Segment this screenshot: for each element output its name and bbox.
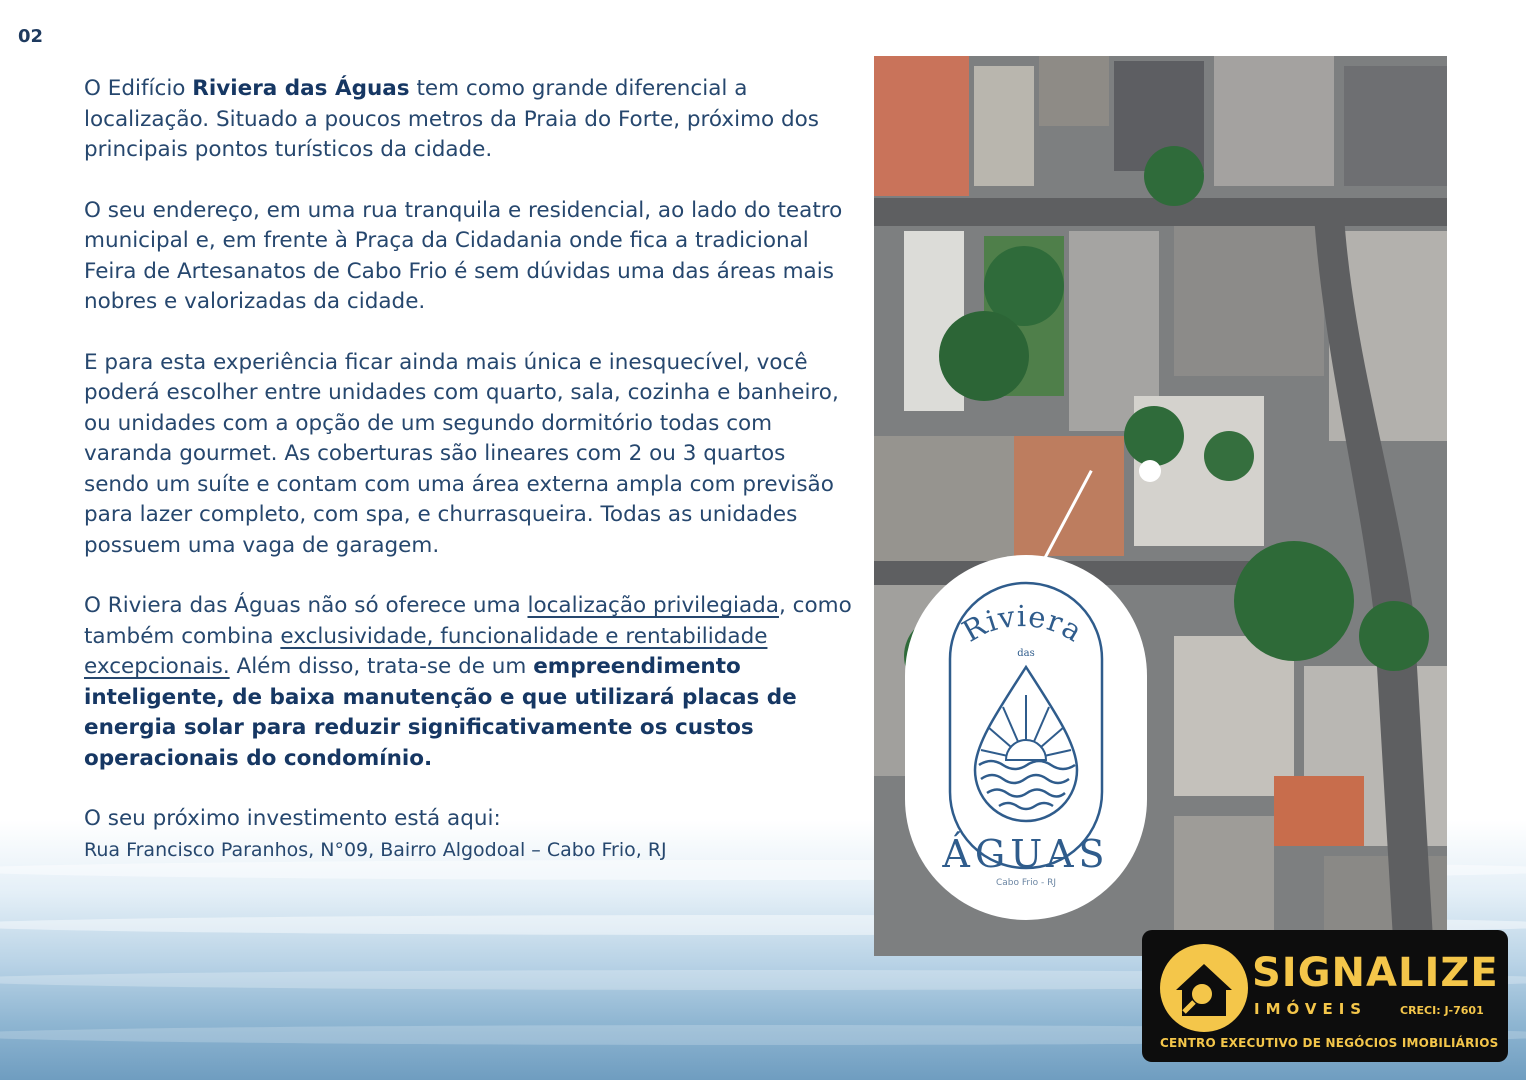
logo-riviera: Riviera bbox=[956, 599, 1090, 649]
riviera-logo bbox=[905, 555, 1147, 920]
paragraph-units: E para esta experiência ficar ainda mais única e inesquecível, você poderá escolher entre unidades com quarto, sala, cozinha e banheiro, ou unidades com a opção de um segundo dormitório todas com varanda gourmet. As coberturas são lineares com 2 ou 3 quartos sendo um suíte e contam com uma área externa ampla com previsão para lazer completo, com spa, e churrasqueira. Todas as unidades possuem uma vaga de garagem. bbox=[84, 349, 839, 558]
svg-text:Riviera bbox=[956, 599, 1089, 649]
paragraph-highlights: O Riviera das Águas não só oferece uma localização privilegiada, como também combina exclusividade, funcionalidade e rentabilidade excepcionais. Além disso, trata-se de um empreendimento inteligente, de baixa manutenção e que utilizará placas de energia solar para reduzir significativamente os custos operacionais do condomínio. bbox=[84, 593, 852, 771]
agency-creci: CRECI: J-7601 bbox=[1400, 1004, 1484, 1017]
house-magnifier-icon bbox=[1154, 938, 1254, 1038]
paragraph-location: O Edifício Riviera das Águas tem como grande diferencial a localização. Situado a poucos metros da Praia do Forte, próximo dos principais pontos turísticos da cidade. bbox=[84, 76, 819, 162]
agency-tagline: CENTRO EXECUTIVO DE NEGÓCIOS IMOBILIÁRIOS bbox=[1160, 1036, 1499, 1050]
investment-address: Rua Francisco Paranhos, N°09, Bairro Algodoal – Cabo Frio, RJ bbox=[84, 838, 667, 861]
agency-name: SIGNALIZE bbox=[1252, 950, 1499, 996]
agency-sub: IMÓVEIS bbox=[1254, 1000, 1368, 1018]
investment-info bbox=[84, 804, 854, 865]
location-pin-dot bbox=[1139, 460, 1161, 482]
investment-label: O seu próximo investimento está aqui: bbox=[84, 806, 501, 831]
signalize-logo bbox=[1142, 930, 1508, 1062]
logo-aguas: ÁGUAS bbox=[942, 832, 1110, 876]
description-text bbox=[84, 74, 854, 865]
page-number: 02 bbox=[18, 26, 44, 47]
building-name: Riviera das Águas bbox=[192, 76, 410, 101]
logo-das: das bbox=[1017, 648, 1035, 659]
riviera-logo-badge bbox=[905, 555, 1147, 920]
highlight-bold: empreendimento inteligente, de baixa manutenção e que utilizará placas de energia solar para reduzir significativamente os custos operacionais do condomínio. bbox=[84, 654, 797, 771]
paragraph-address: O seu endereço, em uma rua tranquila e residencial, ao lado do teatro municipal e, em frente à Praça da Cidadania onde fica a tradicional Feira de Artesanatos de Cabo Frio é sem dúvidas uma das áreas mais nobres e valorizadas da cidade. bbox=[84, 197, 843, 314]
logo-location: Cabo Frio - RJ bbox=[996, 878, 1056, 888]
